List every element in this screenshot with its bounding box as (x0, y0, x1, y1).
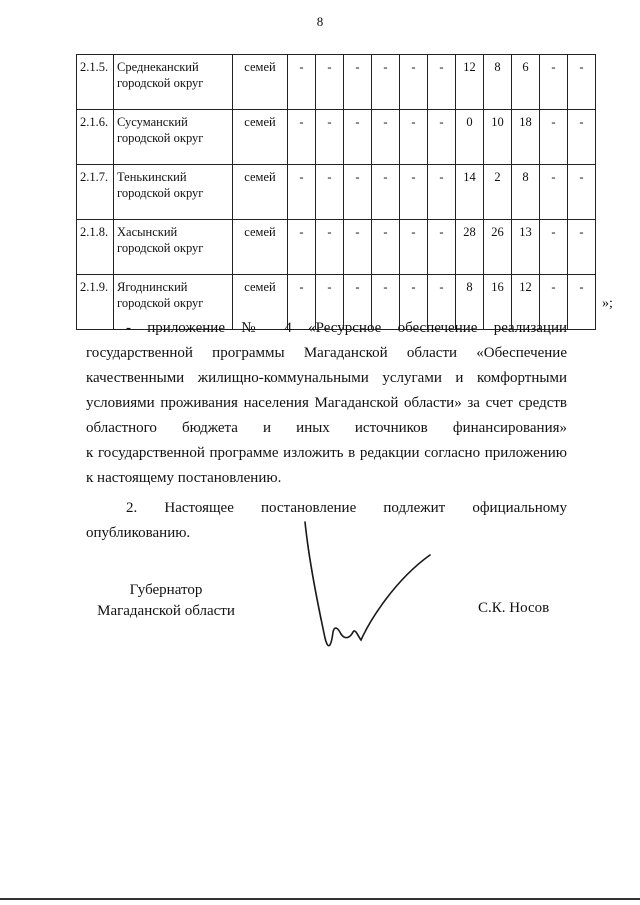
value-cell: 8 (484, 55, 512, 110)
value-cell: - (288, 220, 316, 275)
signatory-title (86, 580, 246, 622)
value-cell: - (344, 110, 372, 165)
row-number-cell: 2.1.6. (77, 110, 114, 165)
value-cell: 18 (512, 110, 540, 165)
unit-cell: семей (233, 110, 288, 165)
paragraph-line: государственной программы Магаданской области «Обеспечение (86, 345, 567, 361)
bottom-edge-line (0, 898, 640, 900)
value-cell: - (428, 165, 456, 220)
value-cell: - (540, 275, 568, 330)
value-cell: - (372, 165, 400, 220)
value-cell: - (288, 275, 316, 330)
value-cell: 2 (484, 165, 512, 220)
value-cell: 6 (512, 55, 540, 110)
district-name-cell: Среднеканский городской округ (114, 55, 233, 110)
value-cell: 14 (456, 165, 484, 220)
value-cell: - (372, 110, 400, 165)
value-cell: - (540, 165, 568, 220)
value-cell: 10 (484, 110, 512, 165)
value-cell: - (288, 165, 316, 220)
district-name-cell: Хасынский городской округ (114, 220, 233, 275)
row-number-cell: 2.1.5. (77, 55, 114, 110)
value-cell: - (372, 275, 400, 330)
paragraph-line: к государственной программе изложить в редакции согласно приложению (86, 445, 567, 461)
paragraph-line: условиями проживания населения Магаданской области» за счет средств (86, 395, 567, 411)
signatory-title-line: Магаданской области (97, 603, 235, 619)
value-cell: - (344, 220, 372, 275)
district-name-cell: Сусуманский городской округ (114, 110, 233, 165)
unit-cell: семей (233, 220, 288, 275)
value-cell: 12 (456, 55, 484, 110)
value-cell: - (568, 165, 596, 220)
value-cell: - (344, 165, 372, 220)
value-cell: - (316, 110, 344, 165)
value-cell: - (428, 220, 456, 275)
value-cell: - (400, 55, 428, 110)
value-cell: - (288, 110, 316, 165)
value-cell: - (568, 220, 596, 275)
value-cell: - (316, 275, 344, 330)
district-name-cell: Тенькинский городской округ (114, 165, 233, 220)
value-cell: - (428, 275, 456, 330)
value-cell: - (428, 55, 456, 110)
row-number-cell: 2.1.8. (77, 220, 114, 275)
row-number-cell: 2.1.9. (77, 275, 114, 330)
page-number: 8 (316, 14, 324, 29)
signatory-name: С.К. Носов (478, 600, 550, 616)
unit-cell: семей (233, 165, 288, 220)
value-cell: - (316, 165, 344, 220)
paragraph-line: - приложение № 4 «Ресурсное обеспечение реализации (126, 320, 567, 336)
value-cell: - (400, 220, 428, 275)
value-cell: - (400, 110, 428, 165)
signatory-title-line: Губернатор (129, 582, 203, 598)
value-cell: - (288, 55, 316, 110)
value-cell: - (540, 110, 568, 165)
value-cell: - (372, 220, 400, 275)
value-cell: - (316, 55, 344, 110)
value-cell: - (428, 110, 456, 165)
value-cell: - (344, 55, 372, 110)
closing-quote: »; (602, 296, 613, 311)
unit-cell: семей (233, 55, 288, 110)
unit-cell: семей (233, 275, 288, 330)
value-cell: - (540, 220, 568, 275)
paragraph-line: опубликованию. (86, 525, 191, 541)
value-cell: - (400, 275, 428, 330)
value-cell: - (316, 220, 344, 275)
row-number-cell: 2.1.7. (77, 165, 114, 220)
value-cell: 8 (512, 165, 540, 220)
table-row (77, 165, 596, 220)
value-cell: - (568, 55, 596, 110)
paragraph-line: областного бюджета и иных источников финансирования» (86, 420, 567, 436)
handwritten-signature (295, 520, 445, 660)
value-cell: 13 (512, 220, 540, 275)
value-cell: 28 (456, 220, 484, 275)
value-cell: 0 (456, 110, 484, 165)
data-table (76, 54, 596, 330)
value-cell: - (344, 275, 372, 330)
table-row (77, 55, 596, 110)
value-cell: - (372, 55, 400, 110)
table-row (77, 110, 596, 165)
district-name-cell: Ягоднинский городской округ (114, 275, 233, 330)
value-cell: - (568, 275, 596, 330)
value-cell: - (400, 165, 428, 220)
value-cell: - (540, 55, 568, 110)
paragraph-line: к настоящему постановлению. (86, 470, 282, 486)
table-row (77, 220, 596, 275)
value-cell: 12 (512, 275, 540, 330)
value-cell: 8 (456, 275, 484, 330)
paragraph-appendix (86, 316, 567, 491)
value-cell: 26 (484, 220, 512, 275)
value-cell: - (568, 110, 596, 165)
paragraph-line: 2. Настоящее постановление подлежит официальному (126, 500, 567, 516)
value-cell: 16 (484, 275, 512, 330)
paragraph-line: качественными жилищно-коммунальными услугами и комфортными (86, 370, 567, 386)
